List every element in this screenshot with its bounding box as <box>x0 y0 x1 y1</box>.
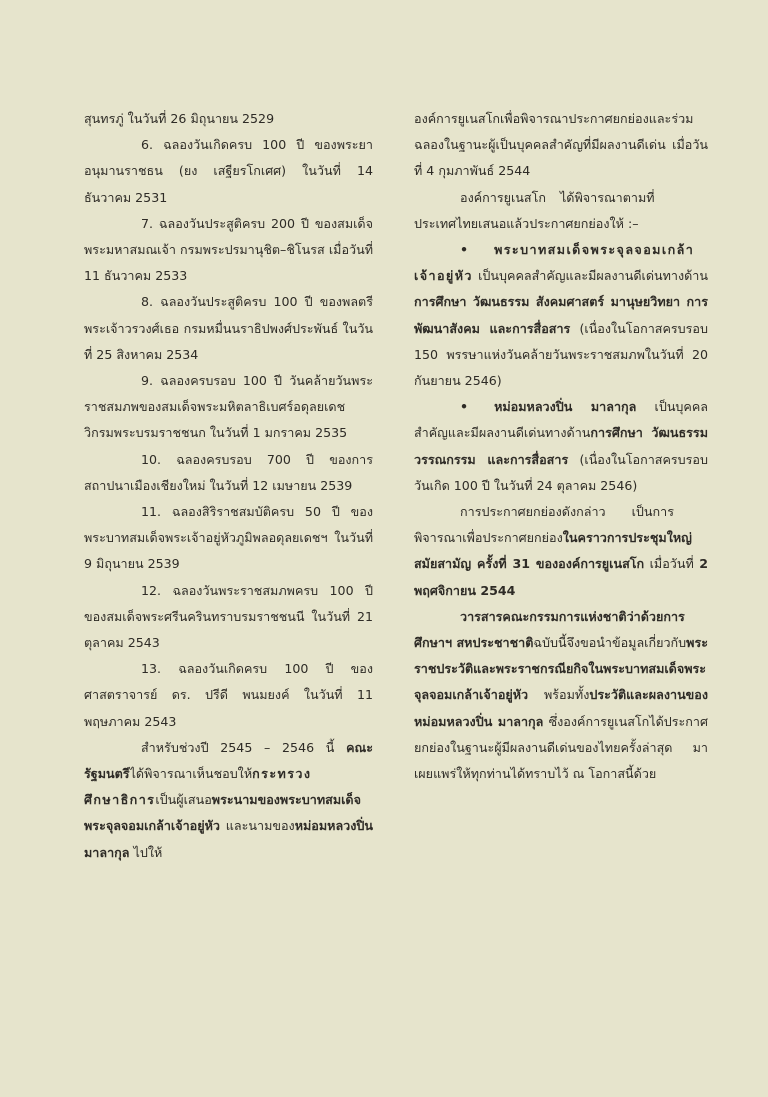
text-run: ฉบับนี้จึงขอนำข้อมูลเกี่ยวกับ <box>533 635 687 651</box>
text-run: ซึ่งองค์การยูเนสโกได้ประกาศยกย่องในฐานะผู้มีผลงานดีเด่นของไทยครั้งล่าสุด มาเผยแพร่ให้ทุกท่านได้ทราบไว้ ณ โอกาสนี้ด้วย <box>414 713 708 782</box>
text-run: สำหรับช่วงปี 2545 – 2546 นี้ <box>141 739 347 755</box>
bold-king-name: พระนามของพระบาทสมเด็จพระจุลจอมเกล้าเจ้าอยู่หัว <box>84 792 361 834</box>
bullet-icon: • <box>460 399 469 415</box>
list-item-12: 12. ฉลองวันพระราชสมภพครบ 100 ปี ของสมเด็จพระศรีนครินทราบรมราชชนนี ในวันที่ 21 ตุลาคม 2543 <box>84 582 373 651</box>
bold-journal-name: วารสารคณะกรรมการแห่งชาติว่าด้วยการศึกษาฯ สหประชาชาติ <box>414 608 685 651</box>
bold-ministry: กระทรวงศึกษาธิการ <box>84 766 312 808</box>
list-item-7: 7. ฉลองวันประสูติครบ 200 ปี ของสมเด็จพระมหาสมณเจ้า กรมพระปรมานุชิต–ชิโนรส เมื่อวันที่ 11 ธันวาคม 2533 <box>84 215 373 284</box>
text-run: (เนื่องในโอกาสครบรอบ 150 พรรษาแห่งวันคล้ายวันพระราชสมภพในวันที่ 20 กันยายน 2546) <box>414 320 708 389</box>
bullet-item-ml-pin <box>414 394 708 499</box>
paragraph-continuation-right: องค์การยูเนสโกเพื่อพิจารณาประกาศยกย่องและร่วมฉลองในฐานะผู้เป็นบุคคลสำคัญที่มีผลงานดีเด่น เมื่อวันที่ 4 กุมภาพันธ์ 2544 <box>414 111 708 179</box>
bold-royal-biography: พระราชประวัติและพระราชกรณียกิจในพระบาทสมเด็จพระจุลจอมเกล้าเจ้าอยู่หัว <box>414 635 708 703</box>
text-run: เป็นบุคคลสำคัญและมีผลงานดีเด่นทางด้าน <box>472 268 708 284</box>
paragraph-declaration <box>414 499 708 604</box>
list-item-10: 10. ฉลองครบรอบ 700 ปี ของการสถาปนาเมืองเชียงใหม่ ในวันที่ 12 เมษายน 2539 <box>84 451 373 493</box>
bold-king: พระบาทสมเด็จพระจุลจอมเกล้าเจ้าอยู่หัว <box>414 242 695 284</box>
list-item-9: 9. ฉลองครบรอบ 100 ปี วันคล้ายวันพระราชสมภพของสมเด็จพระมหิตลาธิเบศร์อดุลยเดชวิกรมพระบรมราชชนก ในวันที่ 1 มกราคม 2535 <box>84 373 373 441</box>
text-run: พร้อมทั้ง <box>528 687 590 703</box>
bold-fields: การศึกษา วัฒนธรรม วรรณกรรม และการสื่อสาร <box>414 425 708 467</box>
bullet-icon: • <box>460 242 469 258</box>
text-run: ได้พิจารณาเห็นชอบให้ <box>129 766 253 782</box>
paragraph-unesco <box>414 185 708 237</box>
text-run: ได้พิจารณาตามที่ประเทศไทยเสนอแล้วประกาศยกย่องให้ :– <box>414 189 655 231</box>
paragraph-continuation: สุนทรภู่ ในวันที่ 26 มิถุนายน 2529 <box>84 111 275 126</box>
bold-cabinet: คณะรัฐมนตรี <box>84 739 373 782</box>
bold-ml-pin: หม่อมหลวงปิ่น มาลากุล <box>84 818 373 860</box>
text-run: และนามของ <box>219 818 295 834</box>
paragraph-nomination <box>84 735 373 866</box>
bullet-item-king <box>414 237 708 394</box>
right-column <box>414 106 708 787</box>
bold-ml-pin-biography: ประวัติและผลงานของหม่อมหลวงปิ่น มาลากุล <box>414 687 708 729</box>
bold-ml-pin: หม่อมหลวงปิ่น มาลากุล <box>494 399 637 415</box>
list-item-8: 8. ฉลองวันประสูติครบ 100 ปี ของพลตรีพระเจ้าวรวงศ์เธอ กรมหมื่นนราธิปพงศ์ประพันธ์ ในวันที่ 25 สิงหาคม 2534 <box>84 294 373 362</box>
text-run: (เนื่องในโอกาสครบรอบวันเกิด 100 ปี ในวันที่ 24 ตุลาคม 2546) <box>414 451 708 493</box>
bold-general-conference: ในคราวการประชุมใหญ่สมัยสามัญ ครั้งที่ 31 ขององค์การยูเนสโก <box>414 530 692 572</box>
bold-date: 2 พฤศจิกายน 2544 <box>414 556 708 598</box>
text-run: เป็นการพิจารณาเพื่อประกาศยกย่อง <box>414 504 674 546</box>
text-run: เป็นบุคคลสำคัญและมีผลงานดีเด่นทางด้าน <box>414 399 708 441</box>
text-run: ไปให้ <box>129 844 163 860</box>
text-run: เป็นผู้เสนอ <box>155 792 212 808</box>
list-item-11: 11. ฉลองสิริราชสมบัติครบ 50 ปี ของพระบาทสมเด็จพระเจ้าอยู่หัวภูมิพลอดุลยเดชฯ ในวันที่ 9 มิถุนายน 2539 <box>84 504 373 572</box>
text-run: การประกาศยกย่องดังกล่าว <box>460 504 606 520</box>
paragraph-journal <box>414 604 708 787</box>
list-item-13: 13. ฉลองวันเกิดครบ 100 ปี ของศาสตราจารย์ ดร. ปรีดี พนมยงค์ ในวันที่ 11 พฤษภาคม 2543 <box>84 661 373 729</box>
text-run: เมื่อวันที่ <box>644 556 700 572</box>
left-column <box>84 106 373 866</box>
bold-fields: การศึกษา วัฒนธรรม สังคมศาสตร์ มานุษยวิทยา การพัฒนาสังคม และการสื่อสาร <box>414 294 708 336</box>
text-run: องค์การยูเนสโก <box>460 189 546 205</box>
list-item-6: 6. ฉลองวันเกิดครบ 100 ปี ของพระยาอนุมานราชธน (ยง เสฐียรโกเศศ) ในวันที่ 14 ธันวาคม 2531 <box>84 137 373 205</box>
